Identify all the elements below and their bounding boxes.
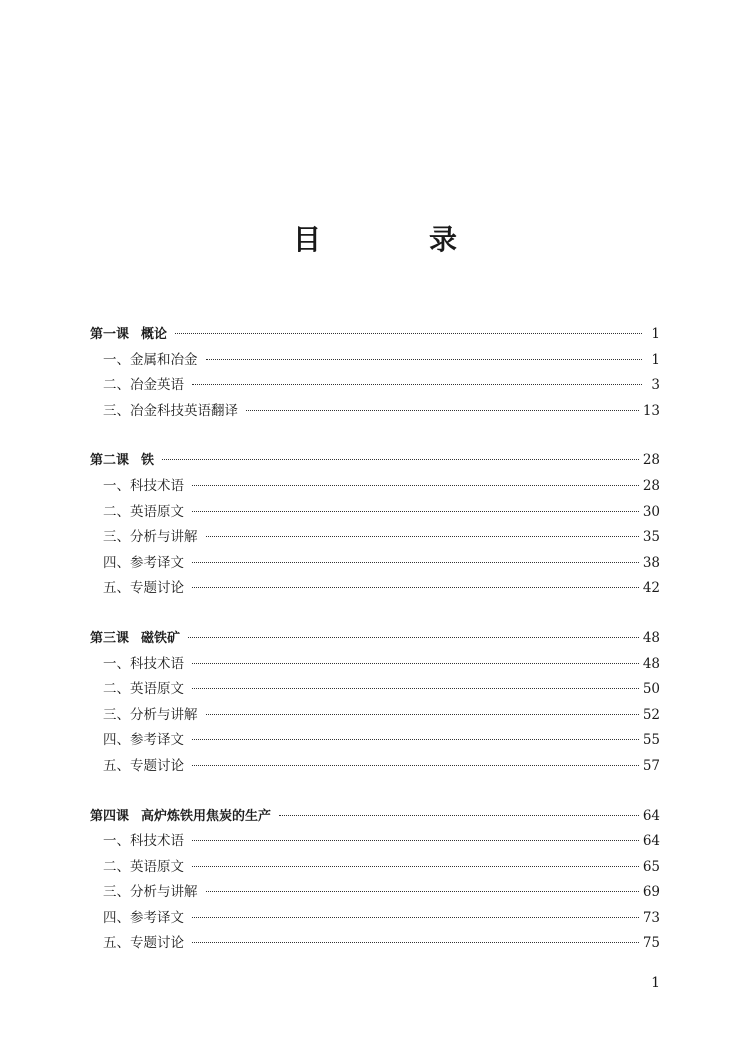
section-entry[interactable]	[90, 525, 660, 551]
page-ref: 64	[642, 807, 660, 824]
dot-leader	[175, 333, 642, 334]
page-ref: 28	[642, 477, 660, 494]
section-title: 二、英语原文	[103, 681, 184, 698]
page-ref: 35	[642, 529, 660, 546]
page-ref: 64	[642, 833, 660, 850]
chapter-title: 高炉炼铁用焦炭的生产	[141, 808, 272, 824]
section-entry[interactable]	[90, 551, 660, 577]
dot-leader	[206, 714, 639, 715]
dot-leader	[192, 840, 639, 841]
page-ref: 28	[642, 452, 660, 469]
section-entry[interactable]	[90, 728, 660, 754]
section-entry[interactable]	[90, 906, 660, 932]
page-ref: 1	[651, 326, 660, 342]
section-entry[interactable]	[90, 348, 660, 374]
dot-leader	[206, 536, 639, 537]
chapter-heading[interactable]	[90, 804, 660, 830]
section-title: 四、参考译文	[103, 732, 184, 749]
page-ref: 1	[651, 351, 660, 368]
section-title: 一、科技术语	[103, 477, 184, 494]
page-ref: 69	[642, 884, 660, 901]
dot-leader	[206, 359, 643, 360]
dot-leader	[192, 587, 639, 588]
chapter-4	[90, 804, 660, 958]
dot-leader	[192, 688, 639, 689]
chapter-heading[interactable]	[90, 626, 660, 652]
section-title: 三、分析与讲解	[103, 706, 198, 723]
dot-leader	[192, 917, 639, 918]
page-ref: 73	[642, 909, 660, 926]
chapter-label: 第二课	[90, 453, 130, 469]
section-title: 二、英语原文	[103, 503, 184, 520]
dot-leader	[206, 891, 639, 892]
section-entry[interactable]	[90, 855, 660, 881]
section-title: 一、金属和冶金	[103, 351, 198, 368]
dot-leader	[192, 765, 639, 766]
chapter-label: 第四课	[90, 808, 130, 824]
chapter-1	[90, 322, 660, 424]
section-entry[interactable]	[90, 500, 660, 526]
section-entry[interactable]	[90, 754, 660, 780]
dot-leader	[192, 866, 639, 867]
section-entry[interactable]	[90, 677, 660, 703]
dot-leader	[192, 739, 639, 740]
chapter-3	[90, 626, 660, 780]
page-ref: 42	[642, 580, 660, 597]
section-title: 五、专题讨论	[103, 757, 184, 774]
page-ref: 30	[642, 503, 660, 520]
page-number: 1	[651, 975, 660, 991]
section-title: 一、科技术语	[103, 655, 184, 672]
chapter-title: 概论	[141, 327, 168, 342]
section-title: 三、分析与讲解	[103, 884, 198, 901]
chapter-title: 铁	[141, 453, 155, 469]
table-of-contents	[90, 322, 660, 981]
dot-leader	[192, 384, 642, 385]
page-ref: 38	[642, 554, 660, 571]
dot-leader	[246, 410, 639, 411]
page-ref: 48	[642, 655, 660, 672]
section-entry[interactable]	[90, 652, 660, 678]
page-ref: 55	[642, 732, 660, 749]
page-title: 目 录	[292, 223, 497, 256]
dot-leader	[192, 942, 639, 943]
chapter-heading[interactable]	[90, 448, 660, 474]
dot-leader	[279, 815, 639, 816]
section-title: 二、冶金英语	[103, 377, 184, 394]
chapter-title: 磁铁矿	[141, 630, 181, 646]
page-ref: 13	[642, 402, 660, 419]
dot-leader	[162, 459, 639, 460]
section-entry[interactable]	[90, 829, 660, 855]
section-title: 五、专题讨论	[103, 935, 184, 952]
dot-leader	[192, 562, 639, 563]
dot-leader	[192, 663, 639, 664]
section-title: 一、科技术语	[103, 833, 184, 850]
section-title: 三、分析与讲解	[103, 529, 198, 546]
dot-leader	[192, 485, 639, 486]
section-entry[interactable]	[90, 576, 660, 602]
section-title: 二、英语原文	[103, 858, 184, 875]
page-ref: 52	[642, 706, 660, 723]
section-title: 四、参考译文	[103, 554, 184, 571]
section-entry[interactable]	[90, 880, 660, 906]
page-ref: 57	[642, 757, 660, 774]
chapter-2	[90, 448, 660, 602]
section-entry[interactable]	[90, 703, 660, 729]
dot-leader	[188, 637, 639, 638]
page-ref: 48	[642, 629, 660, 646]
section-title: 三、冶金科技英语翻译	[103, 402, 238, 419]
chapter-label: 第一课	[90, 327, 130, 342]
page-ref: 75	[642, 935, 660, 952]
section-entry[interactable]	[90, 373, 660, 399]
chapter-heading[interactable]	[90, 322, 660, 348]
section-title: 四、参考译文	[103, 909, 184, 926]
page-ref: 65	[642, 858, 660, 875]
section-entry[interactable]	[90, 931, 660, 957]
dot-leader	[192, 511, 639, 512]
section-title: 五、专题讨论	[103, 580, 184, 597]
section-entry[interactable]	[90, 399, 660, 425]
page-ref: 3	[651, 377, 660, 394]
chapter-label: 第三课	[90, 630, 130, 646]
page-ref: 50	[642, 681, 660, 698]
section-entry[interactable]	[90, 474, 660, 500]
